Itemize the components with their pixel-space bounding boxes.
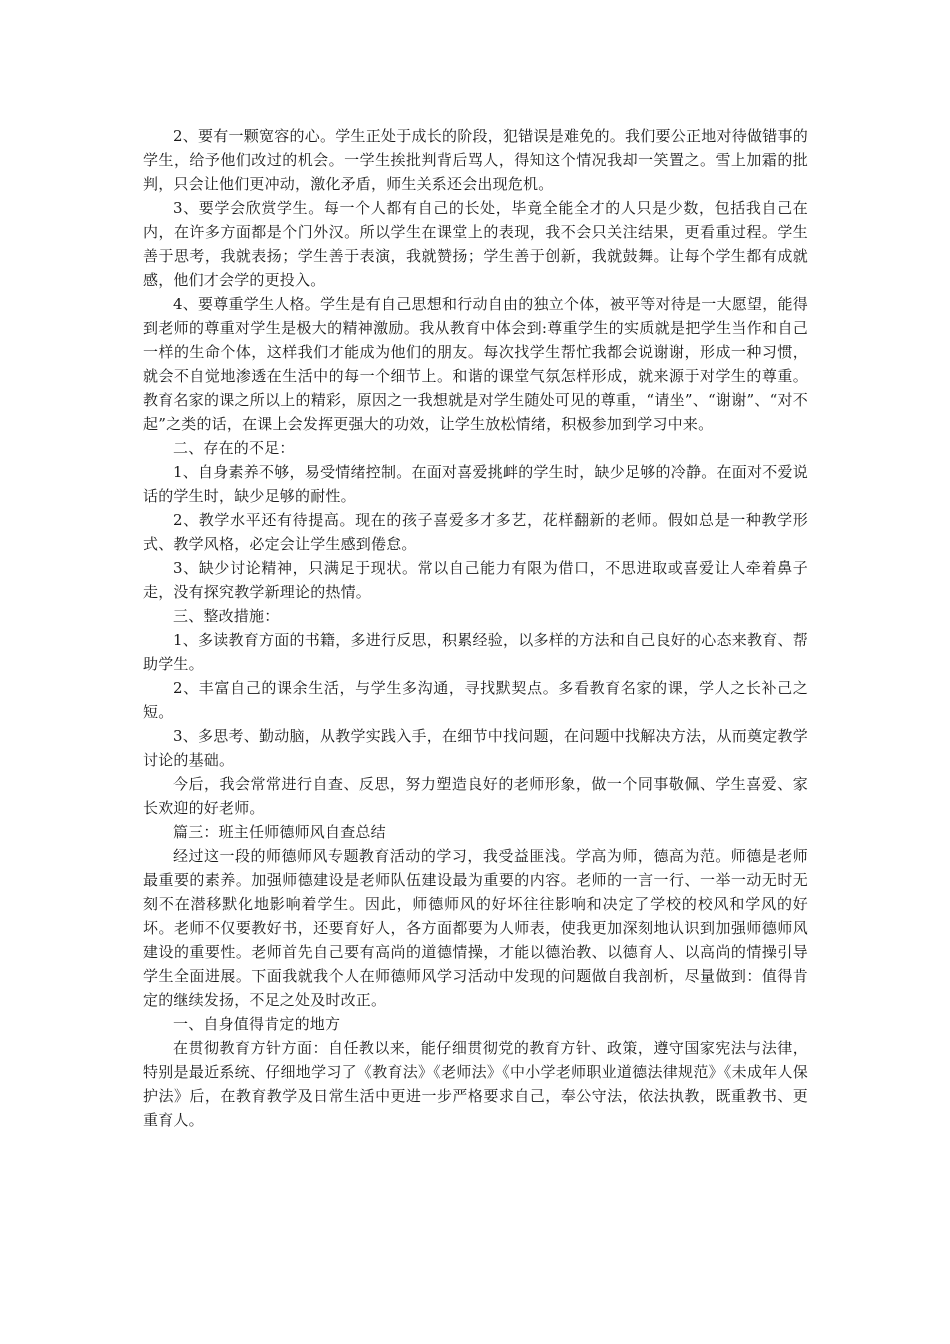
paragraph-measure-3: 3、多思考、勤动脑，从教学实践入手，在细节中找问题，在问题中找解决方法，从而奠定教学讨论的基础。 xyxy=(143,727,808,769)
document-page xyxy=(143,124,808,1132)
article-title-part-three: 篇三：班主任师德师风自查总结 xyxy=(173,823,386,841)
paragraph-appreciate-students: 3、要学会欣赏学生。每一个人都有自己的长处，毕竟全能全才的人只是少数，包括我自己在内，在许多方面都是个门外汉。所以学生在课堂上的表现，我不会只关注结果，更看重过程。学生善于思考，我就表扬；学生善于表演，我就赞扬；学生善于创新，我就鼓舞。让每个学生都有成就感，他们才会学的更投入。 xyxy=(143,199,808,289)
paragraph-education-policy: 在贯彻教育方针方面：自任教以来，能仔细贯彻党的教育方针、政策，遵守国家宪法与法律，特别是最近系统、仔细地学习了《教育法》《老师法》《中小学老师职业道德法律规范》《未成年人保护法》后，在教育教学及日常生活中更进一步严格要求自己，奉公守法，依法执教，既重教书、更重育人。 xyxy=(143,1039,808,1129)
paragraph-shortcoming-2: 2、教学水平还有待提高。现在的孩子喜爱多才多艺，花样翻新的老师。假如总是一种教学形式、教学风格，必定会让学生感到倦怠。 xyxy=(143,511,808,553)
paragraph-measure-1: 1、多读教育方面的书籍，多进行反思，积累经验，以多样的方法和自己良好的心态来教育、帮助学生。 xyxy=(143,631,808,673)
paragraph-conclusion: 今后，我会常常进行自查、反思，努力塑造良好的老师形象，做一个同事敬佩、学生喜爱、家长欢迎的好老师。 xyxy=(143,775,808,817)
paragraph-tolerance: 2、要有一颗宽容的心。学生正处于成长的阶段，犯错误是难免的。我们要公正地对待做错事的学生，给予他们改过的机会。一学生挨批判背后骂人，得知这个情况我却一笑置之。雪上加霜的批判，只会让他们更冲动，激化矛盾，师生关系还会出现危机。 xyxy=(143,127,808,193)
paragraph-shortcoming-3: 3、缺少讨论精神，只满足于现状。常以自己能力有限为借口，不思进取或喜爱让人牵着鼻子走，没有探究教学新理论的热情。 xyxy=(143,559,808,601)
section-heading-measures: 三、整改措施： xyxy=(173,607,280,625)
paragraph-respect-students: 4、要尊重学生人格。学生是有自己思想和行动自由的独立个体，被平等对待是一大愿望，能得到老师的尊重对学生是极大的精神激励。我从教育中体会到:尊重学生的实质就是把学生当作和自己一样的生命个体，这样我们才能成为他们的朋友。每次找学生帮忙我都会说谢谢，形成一种习惯，就会不自觉地渗透在生活中的每一个细节上。和谐的课堂气氛怎样形成，就来源于对学生的尊重。教育名家的课之所以上的精彩，原因之一我想就是对学生随处可见的尊重，“请坐”、“谢谢”、“对不起”之类的话，在课上会发挥更强大的功效，让学生放松情绪，积极参加到学习中来。 xyxy=(143,295,808,433)
paragraph-shortcoming-1: 1、自身素养不够，易受情绪控制。在面对喜爱挑衅的学生时，缺少足够的冷静。在面对不爱说话的学生时，缺少足够的耐性。 xyxy=(143,463,808,505)
paragraph-intro-part-three: 经过这一段的师德师风专题教育活动的学习，我受益匪浅。学高为师，德高为范。师德是老师最重要的素养。加强师德建设是老师队伍建设最为重要的内容。老师的一言一行、一举一动无时无刻不在潜移默化地影响着学生。因此，师德师风的好坏往往影响和决定了学校的校风和学风的好坏。老师不仅要教好书，还要育好人，各方面都要为人师表，使我更加深刻地认识到加强师德师风建设的重要性。老师首先自己要有高尚的道德情操，才能以德治教、以德育人、以高尚的情操引导学生全面进展。下面我就我个人在师德师风学习活动中发现的问题做自我剖析，尽量做到：值得肯定的继续发扬，不足之处及时改正。 xyxy=(143,847,808,1009)
paragraph-measure-2: 2、丰富自己的课余生活，与学生多沟通，寻找默契点。多看教育名家的课，学人之长补己之短。 xyxy=(143,679,808,721)
section-heading-shortcomings: 二、存在的不足： xyxy=(173,439,295,457)
section-heading-strengths: 一、自身值得肯定的地方 xyxy=(173,1015,341,1033)
